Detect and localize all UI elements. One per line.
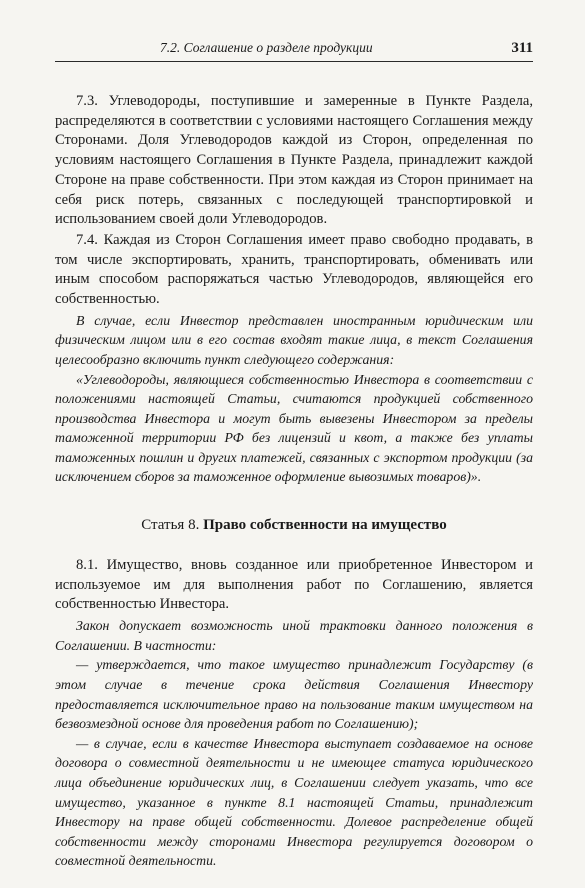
article-8-heading [55,517,533,534]
article-8-title: Право собственности на имущество [203,517,447,534]
commentary-8-1-joint-ownership: — в случае, если в качестве Инвестора выступает создаваемое на основе договора о совместной деятельности и не имеющее статуса юридического лица объединение юридических лиц, в Соглашении следует указать, что все имущество, указанное в пункте 8.1 настоящей Статьи, принадлежит Инвестору на праве общей собственности. Долевое распределение общей собственности между сторонами Инвестора регулируется договором о совместной деятельности. [55,735,533,869]
page-number: 311 [511,40,533,56]
running-header [55,40,533,62]
paragraph-8-1: 8.1. Имущество, вновь созданное или приобретенное Инвестором и используемое им для выполнения работ по Соглашению, является собственностью Инвестора. [55,557,533,613]
running-header-section-title: 7.2. Соглашение о разделе продукции [160,40,373,55]
commentary-7-4-clause: «Углеводороды, являющиеся собственностью Инвестора в соответствии с положениями настоящей Статьи, считаются продукцией собственного производства Инвестора и могут быть вывезены Инвестором за пределы таможенной территории РФ без лицензий и квот, а также без уплаты таможенных пошлин и других платежей, связанных с экспортом продукции (за исключением сборов за таможенное оформление вывозимых товаров)». [55,371,533,485]
article-8-number: Статья 8. [141,517,200,534]
paragraph-7-4: 7.4. Каждая из Сторон Соглашения имеет право свободно продавать, в том числе экспортировать, хранить, транспортировать, обменивать или иным способом распоряжаться частью Углеводородов, являющейся его собственностью. [55,231,533,308]
commentary-8-1-state-ownership: — утверждается, что такое имущество принадлежит Государству (в этом случае в течение срока действия Соглашения Инвестору предоставляется исключительное право на пользование таким имуществом на безвозмездной основе для проведения работ по Соглашению); [55,657,533,732]
commentary-7-4-intro: В случае, если Инвестор представлен иностранным юридическим или физическим лицом или в его состав входят такие лица, в текст Соглашения целесообразно включить пункт следующего содержания: [55,312,533,367]
commentary-8-1-intro: Закон допускает возможность иной трактовки данного положения в Соглашении. В частности: [55,618,533,653]
paragraph-7-3: 7.3. Углеводороды, поступившие и замеренные в Пункте Раздела, распределяются в соответствии с условиями настоящего Соглашения между Сторонами. Доля Углеводородов каждой из Сторон, определенная по условиям настоящего Соглашения в Пункте Раздела, принадлежит каждой Стороне на праве собственности. При этом каждая из Сторон принимает на себя риск потерь, связанных с последующей транспортировкой и использованием своей доли Углеводородов. [55,93,533,228]
